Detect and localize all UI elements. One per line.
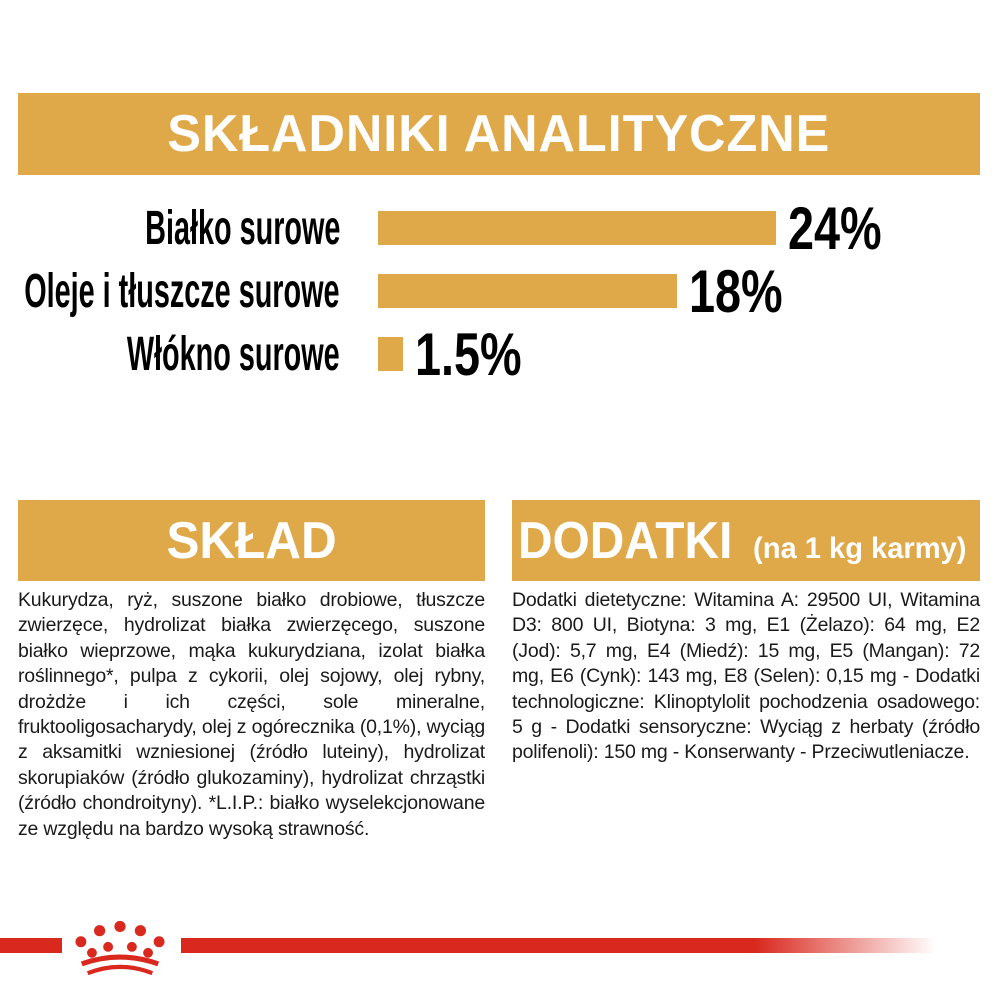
footer-stripe-right bbox=[181, 938, 1000, 953]
additives-title: DODATKI bbox=[518, 511, 733, 570]
footer-stripe-left bbox=[0, 938, 62, 953]
analytical-components-title: SKŁADNIKI ANALITYCZNE bbox=[167, 105, 831, 163]
bar-label: Białko surowe bbox=[144, 201, 340, 255]
additives-subtitle: (na 1 kg karmy) bbox=[753, 531, 967, 565]
royal-canin-crown-icon bbox=[66, 912, 174, 980]
chart-row-crude-fat bbox=[0, 257, 1000, 325]
composition-banner bbox=[18, 500, 485, 581]
composition-body: Kukurydza, ryż, suszone białko drobiowe, tłuszcze zwierzęce, hydrolizat białka zwierzęcego, suszone białko wieprzowe, mąka kukurydziana, izolat białka roślinnego*, pulpa z cykorii, olej sojowy, olej rybny, drożdże i ich części, sole mineralne, fruktooligosacharydy, olej z ogórecznika (0,1%), wyciąg z aksamitki wzniesionej (źródło luteiny), hydrolizat skorupiaków (źródło glukozaminy), hydrolizat chrząstki (źródło chondroityny). *L.I.P.: białko wyselekcjonowane ze względu na bardzo wysoką strawność. bbox=[18, 589, 485, 840]
composition-title: SKŁAD bbox=[166, 511, 337, 570]
bar-crude-protein bbox=[378, 211, 776, 245]
chart-row-crude-protein bbox=[0, 194, 1000, 262]
analytical-bar-chart bbox=[0, 194, 1000, 400]
bar-label: Oleje i tłuszcze surowe bbox=[24, 264, 340, 318]
bar-value: 24% bbox=[788, 194, 882, 262]
bar-label: Włókno surowe bbox=[127, 327, 340, 381]
chart-row-crude-fibre bbox=[0, 320, 1000, 388]
additives-banner bbox=[512, 500, 980, 581]
additives-body: Dodatki dietetyczne: Witamina A: 29500 UI, Witamina D3: 800 UI, Biotyna: 3 mg, E1 (Żelazo): 64 mg, E2 (Jod): 5,7 mg, E4 (Miedź): 15 mg, E5 (Mangan): 72 mg, E6 (Cynk): 143 mg, E8 (Selen): 0,15 mg - Dodatki technologiczne: Klinoptylolit pochodzenia osadowego: 5 g - Dodatki sensoryczne: Wyciąg z herbaty (źródło polifenoli): 150 mg - Konserwanty - Przeciwutleniacze. bbox=[512, 589, 980, 764]
bar-value: 1.5% bbox=[415, 320, 522, 388]
bar-value: 18% bbox=[689, 257, 783, 325]
bar-crude-fat bbox=[378, 274, 677, 308]
bar-crude-fibre bbox=[378, 337, 403, 371]
analytical-components-banner bbox=[18, 93, 980, 175]
